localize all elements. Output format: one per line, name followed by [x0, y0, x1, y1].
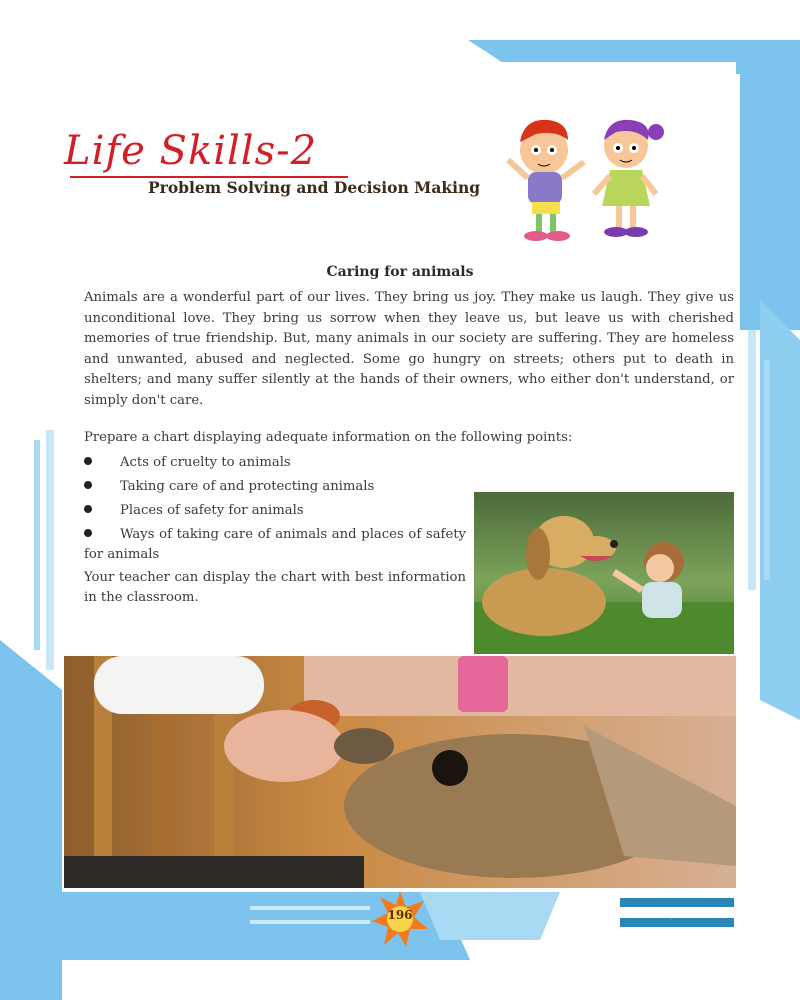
intro-paragraph: Animals are a wonderful part of our lives. They bring us joy. They make us laugh. They give us unconditional love. They bring us sorrow when they leave us, but leave us with cherished memories of true friendship. But, many animals in our society are suffering. They are homeless and unwanted, abused and neglected. Some go hungry on streets; others put to death in shelters; and many suffer silently at the hands of their owners, who either don't understand, or simply don't care.: [84, 290, 734, 408]
bullet-icon: [84, 529, 92, 537]
page-subtitle: Problem Solving and Decision Making: [148, 178, 481, 197]
book-label: Open Skies-6: [664, 910, 717, 919]
page-title: Life Skills-2: [64, 128, 318, 174]
bullet-icon: [84, 505, 92, 513]
bullet-item: Ways of taking care of animals and places of safety for animals: [84, 527, 466, 562]
page-number-badge: [370, 889, 430, 949]
closing-text: Your teacher can display the chart with best information in the classroom.: [84, 570, 466, 605]
bullet-item: Places of safety for animals: [84, 503, 304, 518]
bullet-item: Taking care of and protecting animals: [84, 479, 374, 494]
cartoon-children-illustration: [496, 110, 676, 245]
deer-feeding-photo: [64, 656, 736, 888]
dog-and-child-photo: [474, 492, 734, 654]
section-heading: Caring for animals: [326, 264, 474, 280]
bullet-icon: [84, 481, 92, 489]
bullet-icon: [84, 457, 92, 465]
bullet-item: Acts of cruelty to animals: [84, 455, 291, 470]
instruction-text: Prepare a chart displaying adequate information on the following points:: [84, 430, 573, 445]
page-number: 196: [387, 908, 413, 922]
